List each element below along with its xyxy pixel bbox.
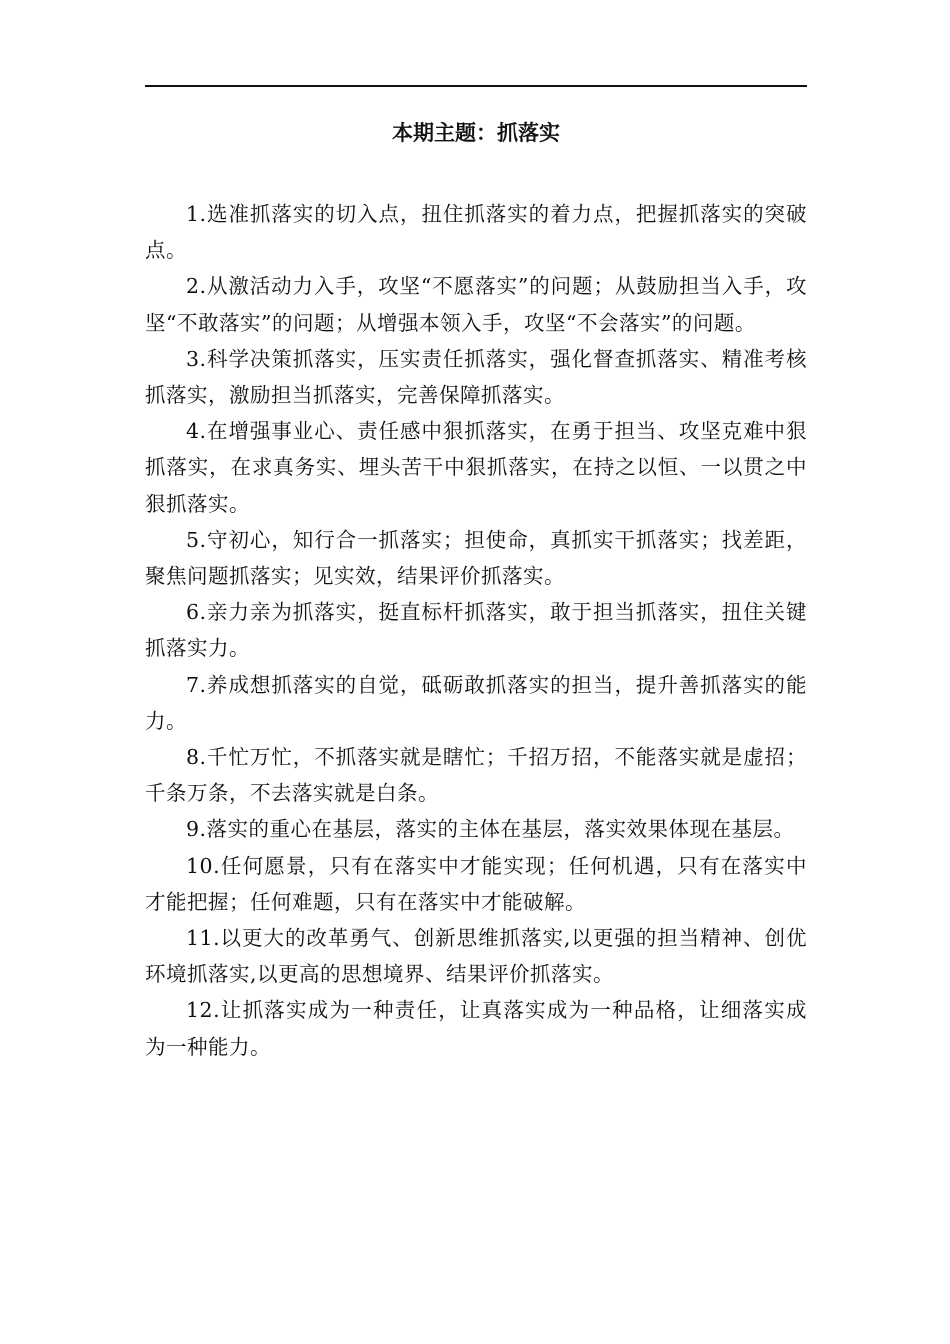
paragraph-12: 12.让抓落实成为一种责任，让真落实成为一种品格，让细落实成为一种能力。 xyxy=(145,998,807,1059)
page-title: 本期主题：抓落实 xyxy=(392,120,560,145)
paragraph-2: 2.从激活动力入手，攻坚“不愿落实”的问题；从鼓励担当入手，攻坚“不敢落实”的问题；从增强本领入手，攻坚“不会落实”的问题。 xyxy=(145,274,807,335)
paragraph-10: 10.任何愿景，只有在落实中才能实现；任何机遇，只有在落实中才能把握；任何难题，只有在落实中才能破解。 xyxy=(145,853,807,914)
paragraph-4: 4.在增强事业心、责任感中狠抓落实，在勇于担当、攻坚克难中狠抓落实，在求真务实、埋头苦干中狠抓落实，在持之以恒、一以贯之中狠抓落实。 xyxy=(145,419,807,516)
paragraph-6: 6.亲力亲为抓落实，挺直标杆抓落实，敢于担当抓落实，扭住关键抓落实力。 xyxy=(145,600,807,661)
header-rule xyxy=(145,85,807,87)
document-body xyxy=(145,196,807,1065)
paragraph-9: 9.落实的重心在基层，落实的主体在基层，落实效果体现在基层。 xyxy=(186,817,795,842)
paragraph-1: 1.选准抓落实的切入点，扭住抓落实的着力点，把握抓落实的突破点。 xyxy=(145,202,807,263)
paragraph-5: 5.守初心，知行合一抓落实；担使命，真抓实干抓落实；找差距，聚焦问题抓落实；见实效，结果评价抓落实。 xyxy=(145,527,807,589)
paragraph-8: 8.千忙万忙，不抓落实就是瞎忙；千招万招，不能落实就是虚招；千条万条，不去落实就是白条。 xyxy=(145,745,807,806)
paragraph-11: 11.以更大的改革勇气、创新思维抓落实,以更强的担当精神、创优环境抓落实,以更高的思想境界、结果评价抓落实。 xyxy=(145,926,807,987)
paragraph-3: 3.科学决策抓落实，压实责任抓落实，强化督查抓落实、精准考核抓落实，激励担当抓落实，完善保障抓落实。 xyxy=(145,346,807,408)
paragraph-7: 7.养成想抓落实的自觉，砥砺敢抓落实的担当，提升善抓落实的能力。 xyxy=(145,672,807,733)
